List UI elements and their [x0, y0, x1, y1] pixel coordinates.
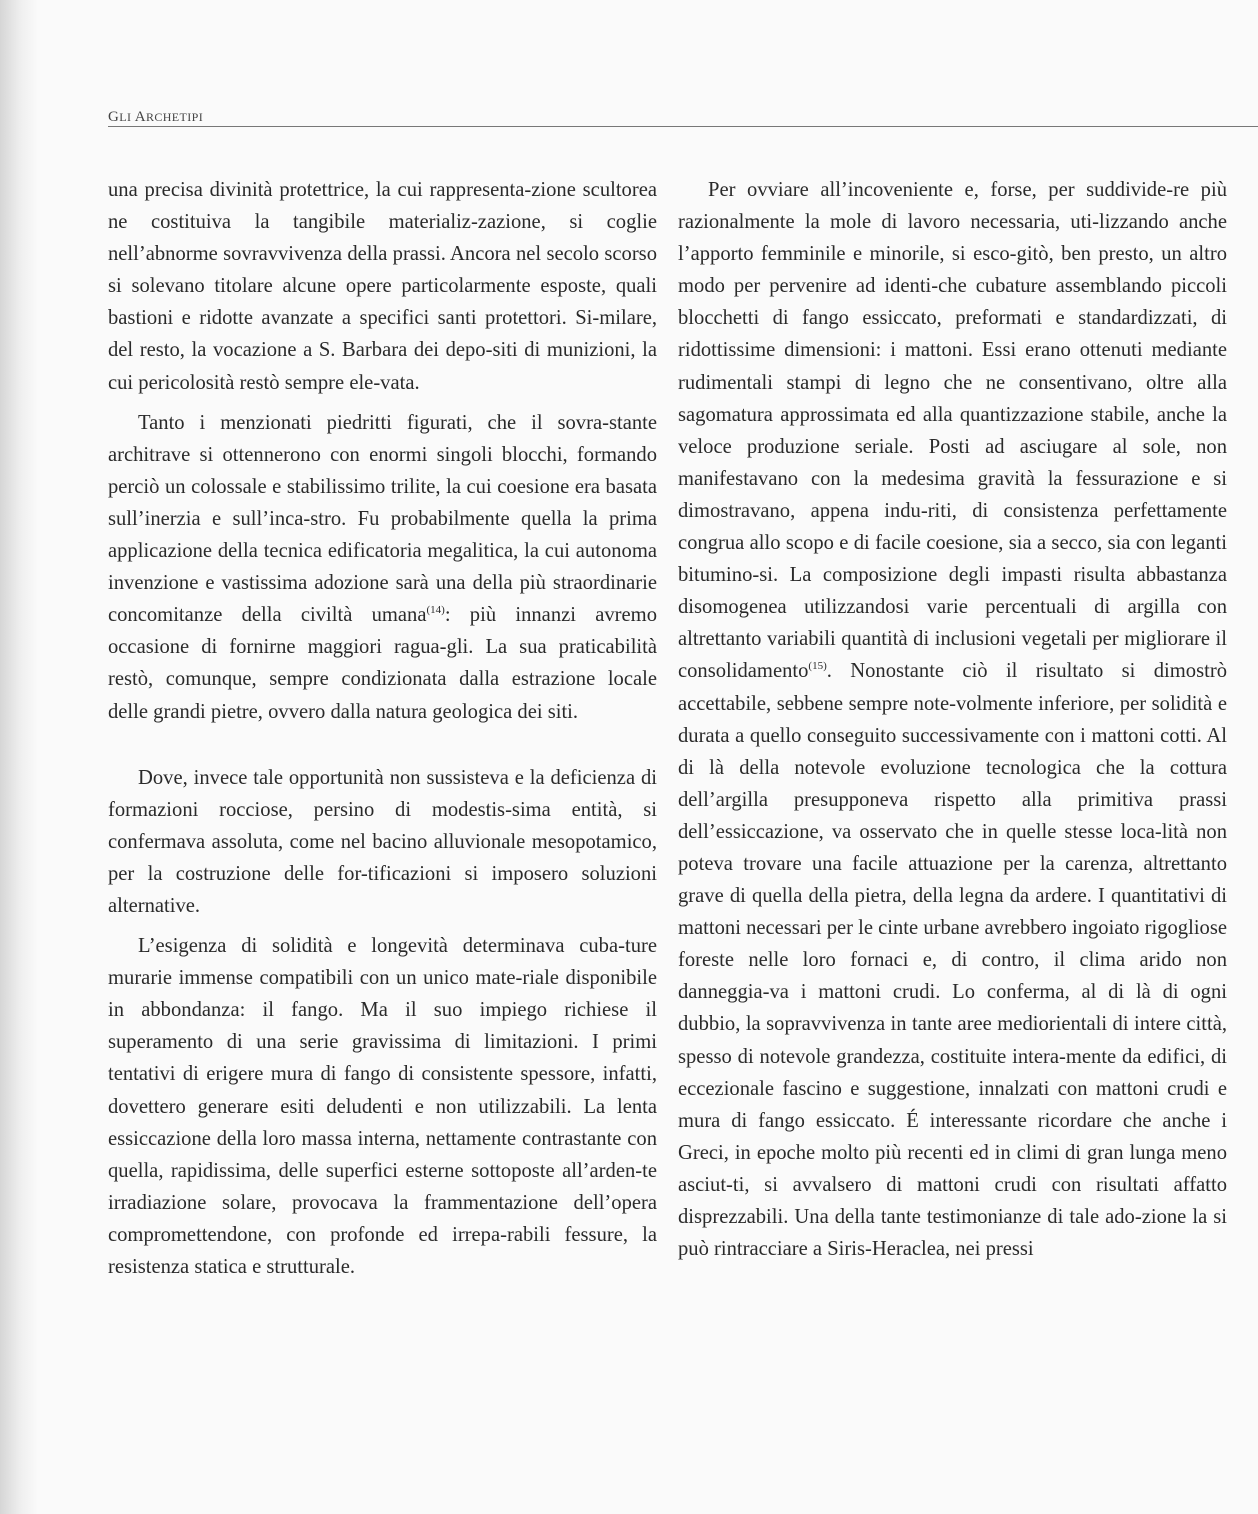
left-paragraph-2-text-b: : più innanzi avremo occasione di fornirne maggiori ragua-gli. La sua praticabilità restò, comunque, sempre condizionata dalla estrazione locale delle grandi pietre, ovvero dalla natura geologica dei siti.	[108, 604, 657, 723]
right-paragraph-1	[678, 174, 1227, 1265]
running-head-initial-g: G	[108, 109, 120, 125]
running-head-initial-a: A	[134, 109, 146, 125]
footnote-ref-15: (15)	[808, 660, 827, 673]
page-binding-shadow	[0, 0, 38, 1514]
left-paragraph-3: Dove, invece tale opportunità non sussisteva e la deficienza di formazioni rocciose, persino di modestis-sima entità, si confermava assoluta, come nel bacino alluvionale mesopotamico, per la costruzione delle for-tificazioni si imposero soluzioni alternative.	[108, 766, 657, 917]
right-paragraph-1-text-a: Per ovviare all’incoveniente e, forse, per suddivide-re più razionalmente la mole di lavoro necessaria, uti-lizzando anche l’apporto femminile e minorile, si esco-gitò, ben presto, un altro modo per pervenire ad identi-che cubature assemblando piccoli blocchetti di fango essiccato, preformati e standardizzati, di ridottissime dimensioni: i mattoni. Essi erano ottenuti mediante rudimentali stampi di legno che ne consentivano, oltre alla sagomatura approssimata ed alla quantizzazione stabile, anche la veloce produzione seriale. Posti ad asciugare al sole, non manifestavano con la medesima gravità la fessurazione e si dimostravano, appena indu-riti, di consistenza perfettamente congrua allo scopo e di facile coesione, sia a secco, sia con leganti bitumino-si. La composizione degli impasti risulta abbastanza disomogenea utilizzandosi varie percentuali di argilla con altrettanto variabili quantità di inclusioni vegetali per migliorare il consolidamento	[678, 179, 1227, 683]
right-column	[678, 174, 1227, 1265]
footnote-ref-14: (14)	[426, 604, 445, 617]
running-head	[108, 106, 203, 126]
left-paragraph-2	[108, 407, 657, 728]
left-column	[108, 174, 657, 1283]
left-paragraph-4: L’esigenza di solidità e longevità determinava cuba-ture murarie immense compatibili con un unico mate-riale disponibile in abbondanza: il fango. Ma il suo impiego richiese il superamento di una serie gravissima di limitazioni. I primi tentativi di erigere mura di fango di consistente spessore, infatti, dovettero generare esiti deludenti e non utilizzabili. La lenta essiccazione della loro massa interna, nettamente contrastante con quella, rapidissima, delle superfici esterne sottoposte all’arden-te irradiazione solare, provocava la frammentazione dell’opera compromettendone, con profonde ed irrepa-rabili fessure, la resistenza statica e strutturale.	[108, 935, 657, 1278]
running-head-rchetipi: rchetipi	[145, 106, 204, 125]
left-paragraph-2-text-a: Tanto i menzionati piedritti figurati, che il sovra-stante architrave si ottennerono con enormi singoli blocchi, formando perciò un colossale e stabilissimo trilite, la cui coesione era basata sull’inerzia e sull’inca-stro. Fu probabilmente quella la prima applicazione della tecnica edificatoria megalitica, la cui autonoma invenzione e vastissima adozione sarà una della più straordinarie concomitanze della civiltà umana	[108, 411, 657, 627]
left-paragraph-1: una precisa divinità protettrice, la cui rappresenta-zione scultorea ne costituiva la tangibile materializ-zazione, si coglie nell’abnorme sovravvivenza della prassi. Ancora nel secolo scorso si solevano titolare alcune opere particolarmente esposte, quali bastioni e ridotte avanzate a specifici santi protettori. Si-milare, del resto, la vocazione a S. Barbara dei depo-siti di munizioni, la cui pericolosità restò sempre ele-vata.	[108, 179, 657, 394]
right-paragraph-1-text-b: . Nonostante ciò il risultato si dimostrò accettabile, sebbene sempre note-volmente inferiore, per solidità e durata a quello conseguito successivamente con i mattoni cotti. Al di là della notevole evoluzione tecnologica che la cottura dell’argilla presupponeva rispetto alla primitiva prassi dell’essiccazione, va osservato che in quelle stesse loca-lità non poteva trovare una facile attuazione per la carenza, altrettanto grave di quella della pietra, della legna da ardere. I quantitativi di mattoni necessari per le cinte urbane avrebbero ingoiato rigogliose foreste nelle loro fornaci e, di contro, il clima arido non danneggia-va i mattoni crudi. Lo conferma, al di là di ogni dubbio, la sopravvivenza in tante aree mediorientali di intere città, spesso di notevole grandezza, costituite intera-mente da edifici, di eccezionale fascino e suggestione, innalzati con mattoni crudi e mura di fango essiccato. É interessante ricordare che anche i Greci, in epoche molto più recenti ed in climi di gran lunga meno asciut-ti, si avvalsero di mattoni crudi con risultati affatto disprezzabili. Una della tante testimonianze di tale ado-zione la si può rintracciare a Siris-Heraclea, nei pressi	[678, 660, 1227, 1261]
header-rule	[108, 126, 1258, 127]
running-head-li: li	[119, 106, 132, 125]
